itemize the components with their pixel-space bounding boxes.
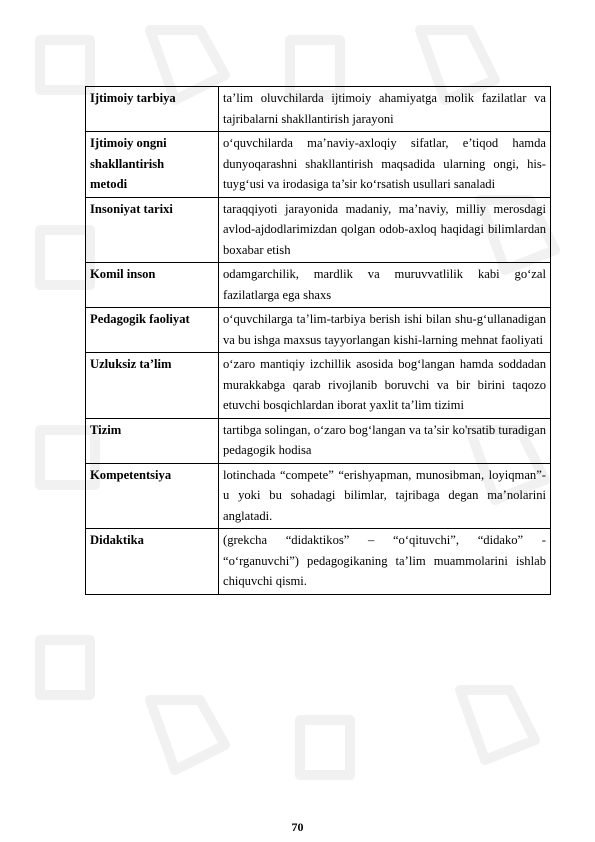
term-cell: Ijtimoiy tarbiya xyxy=(86,87,219,132)
definition-cell: tartibga solingan, o‘zaro bog‘langan va ta’sir ko'rsatib turadigan pedagogik hodisa xyxy=(219,418,551,463)
term-cell: Ijtimoiy ongni shakllantirish metodi xyxy=(86,132,219,198)
page-number: 70 xyxy=(291,820,304,834)
table-row xyxy=(86,353,551,419)
definition-cell: o‘quvchilarga ta’lim-tarbiya berish ishi bilan shu-g‘ullanadigan va bu ishga maxsus tayyorlangan kishi-larning mehnat faoliyati xyxy=(219,308,551,353)
definition-cell: o‘zaro mantiqiy izchillik asosida bog‘langan hamda soddadan murakkabga qarab rivojlanib boruvchi va bir birini taqozo etuvchi bosqichlardan iborat yaxlit ta’lim tizimi xyxy=(219,353,551,419)
definition-cell: ta’lim oluvchilarda ijtimoiy ahamiyatga molik fazilatlar va tajribalarni shakllantirish jarayoni xyxy=(219,87,551,132)
definition-cell: odamgarchilik, mardlik va muruvvatlilik kabi go‘zal fazilatlarga ega shaxs xyxy=(219,263,551,308)
table-row xyxy=(86,308,551,353)
term-cell: Didaktika xyxy=(86,529,219,595)
term-cell: Kompetentsiya xyxy=(86,463,219,529)
table-row xyxy=(86,132,551,198)
table-row xyxy=(86,197,551,263)
table-row xyxy=(86,529,551,595)
definition-cell: (grekcha “didaktikos” – “o‘qituvchi”, “didako” - “o‘rganuvchi”) pedagogikaning ta’lim muammolarini ishlab chiquvchi qismi. xyxy=(219,529,551,595)
glossary-table xyxy=(85,86,551,595)
table-row xyxy=(86,87,551,132)
definition-cell: lotinchada “compete” “erishyapman, munosibman, loyiqman”- u yoki bu sohadagi bilimlar, tajribaga degan ma’nolarini anglatadi. xyxy=(219,463,551,529)
definition-cell: o‘quvchilarda ma’naviy-axloqiy sifatlar, e’tiqod hamda dunyoqarashni shakllantirish maqsadida ularning ongi, his-tuyg‘usi va irodasiga ta’sir ko‘rsatish usullari sanaladi xyxy=(219,132,551,198)
term-cell: Uzluksiz ta’lim xyxy=(86,353,219,419)
term-cell: Pedagogik faoliyat xyxy=(86,308,219,353)
term-cell: Tizim xyxy=(86,418,219,463)
table-row xyxy=(86,418,551,463)
term-cell: Komil inson xyxy=(86,263,219,308)
definition-cell: taraqqiyoti jarayonida madaniy, ma’naviy, milliy merosdagi avlod-ajdodlarimizdan qolgan odob-axloq haqidagi bilimlardan boxabar etish xyxy=(219,197,551,263)
term-cell: Insoniyat tarixi xyxy=(86,197,219,263)
table-row xyxy=(86,263,551,308)
table-row xyxy=(86,463,551,529)
